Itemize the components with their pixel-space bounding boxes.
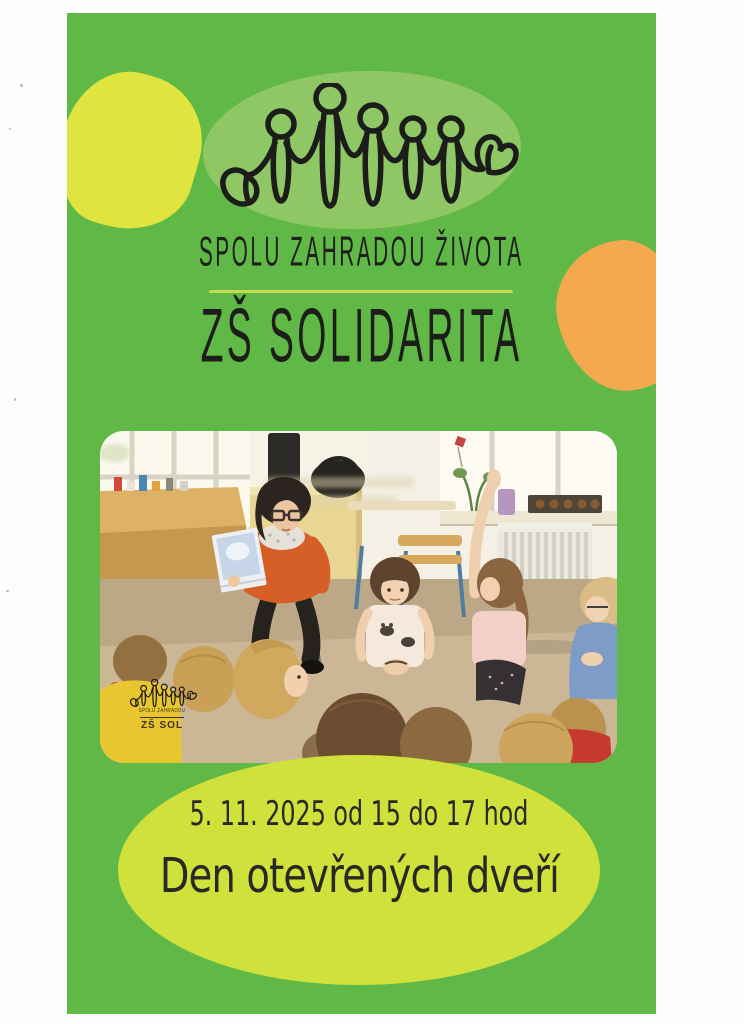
event-datetime <box>117 793 601 835</box>
school-name-text: ZŠ SOLIDARITA <box>200 293 523 379</box>
org-name-text: SPOLU ZAHRADOU ŽIVOTA <box>199 228 524 275</box>
watermark-divider <box>140 717 184 718</box>
event-title-text: Den otevřených dveří <box>159 848 559 904</box>
decor-blob-yellow <box>67 57 218 245</box>
poster <box>67 13 656 1014</box>
scan-speck <box>9 128 11 130</box>
org-name <box>67 228 656 275</box>
event-datetime-text: 5. 11. 2025 od 15 do 17 hod <box>189 794 529 834</box>
scan-speck <box>6 590 9 592</box>
watermark-school-text: ZŠ SOL <box>140 719 184 731</box>
scan-speck <box>20 84 23 87</box>
classroom-photo <box>100 431 617 763</box>
event-info-ellipse <box>118 755 600 985</box>
watermark-org-text: SPOLU ZAHRADOU <box>138 708 186 714</box>
photo-watermark <box>114 679 210 731</box>
school-name <box>67 293 656 379</box>
scan-speck <box>14 398 16 401</box>
family-holding-hands-logo-icon <box>207 83 519 215</box>
event-title <box>110 847 609 905</box>
watermark-family-logo-icon <box>127 679 197 709</box>
